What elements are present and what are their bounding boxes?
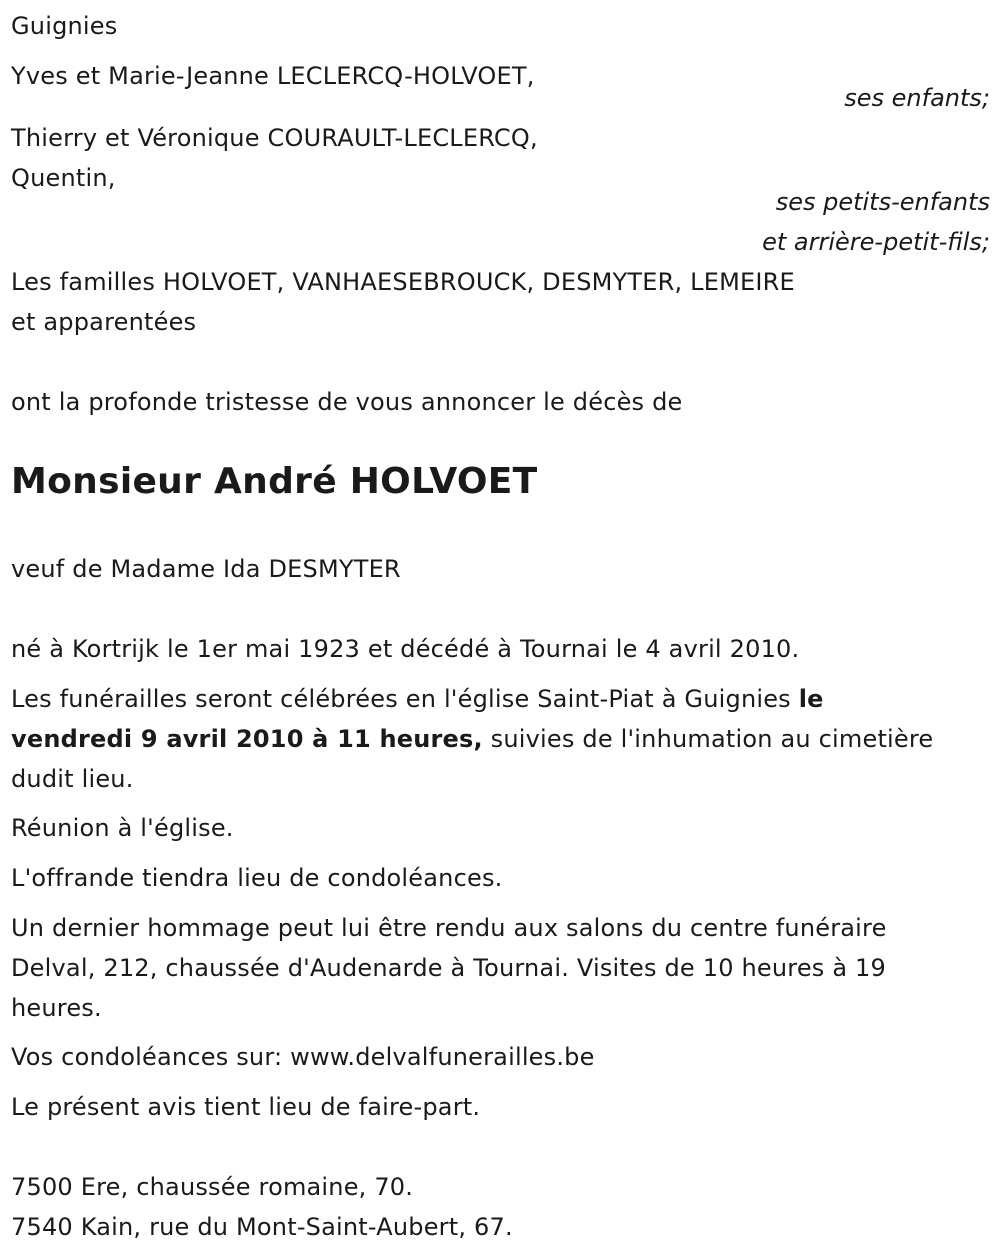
address-kain: 7540 Kain, rue du Mont-Saint-Aubert, 67. [11,1213,513,1241]
tribute-line-2: Delval, 212, chaussée d'Audenarde à Tournai. Visites de 10 heures à 19 [11,954,886,982]
funeral-burial-text: suivies de l'inhumation au cimetière [482,725,934,753]
funeral-line-1 [11,679,824,719]
faire-part-note: Le présent avis tient lieu de faire-part. [11,1093,481,1121]
condolences-prefix: Vos condoléances sur: [11,1043,291,1071]
tribute-line-3: heures. [11,994,102,1022]
funeral-line-3: dudit lieu. [11,765,134,793]
funeral-text: Les funérailles seront célébrées en l'église Saint-Piat à Guignies [11,685,799,713]
deceased-name: Monsieur André HOLVOET [11,461,538,502]
offering-note: L'offrande tiendra lieu de condoléances. [11,864,503,892]
grandchildren-label: ses petits-enfants [775,188,990,216]
funeral-line-2 [11,719,933,759]
tribute-line-1: Un dernier hommage peut lui être rendu aux salons du centre funéraire [11,914,887,942]
location-heading: Guignies [11,12,118,40]
address-ere: 7500 Ere, chaussée romaine, 70. [11,1173,414,1201]
children-label: ses enfants; [844,84,990,112]
condolences-line [11,1037,595,1077]
funeral-date-bold-start: le [798,685,824,713]
great-grandchild-label: et arrière-petit-fils; [762,228,990,256]
great-grandchild-name: Quentin, [11,164,116,192]
funeral-date-bold: vendredi 9 avril 2010 à 11 heures, [11,725,483,753]
announcement-text: ont la profonde tristesse de vous annoncer le décès de [11,388,683,416]
families-line: Les familles HOLVOET, VANHAESEBROUCK, DESMYTER, LEMEIRE [11,268,795,296]
families-line-cont: et apparentées [11,308,197,336]
birth-death-info: né à Kortrijk le 1er mai 1923 et décédé à Tournai le 4 avril 2010. [11,635,800,663]
reunion-note: Réunion à l'église. [11,814,234,842]
widower-of: veuf de Madame Ida DESMYTER [11,555,401,583]
children-names: Yves et Marie-Jeanne LECLERCQ-HOLVOET, [11,62,535,90]
grandchildren-names: Thierry et Véronique COURAULT-LECLERCQ, [11,124,538,152]
condolences-link[interactable]: www.delvalfunerailles.be [290,1043,595,1071]
